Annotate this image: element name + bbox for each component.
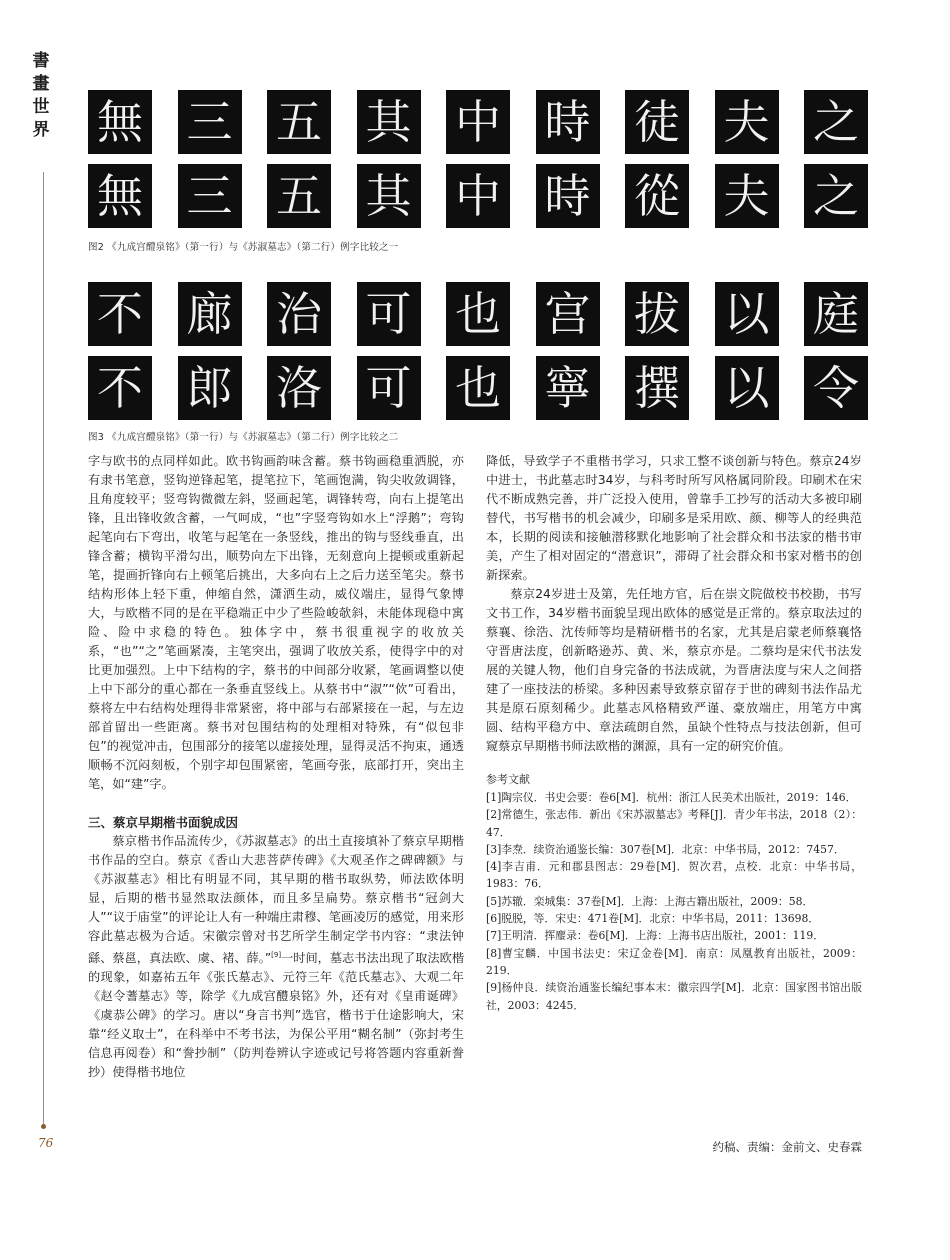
logo-char: 世 — [32, 97, 50, 117]
rubbing-tile: 拔 — [625, 282, 689, 346]
reference-item: [2]常德生，张志伟．新出《宋苏淑墓志》考释[J]．青少年书法，2018（2）：47． — [486, 808, 862, 839]
rubbing-tile: 以 — [715, 356, 779, 420]
section-heading: 三、蔡京早期楷书面貌成因 — [88, 815, 239, 830]
rubbing-tile: 撰 — [625, 356, 689, 420]
figure-2-caption: 图2 《九成宫醴泉铭》（第一行）与《苏淑墓志》（第二行）例字比较之一 — [88, 242, 399, 253]
rubbing-tile: 治 — [267, 282, 331, 346]
page-number: 76 — [38, 1136, 54, 1150]
reference-item: [7]王明清．挥麈录：卷6[M]．上海：上海书店出版社，2001：119． — [486, 929, 825, 943]
rubbing-tile: 也 — [446, 282, 510, 346]
references-title: 参考文献 — [486, 773, 530, 786]
rubbing-tile: 徒 — [625, 90, 689, 154]
reference-item: [3]李焘．续资治通鉴长编：307卷[M]．北京：中华书局，2012：7457． — [486, 842, 845, 856]
reference-item: [5]苏辙．栾城集：37卷[M]．上海：上海古籍出版社，2009：58． — [486, 894, 814, 908]
body-text: 蔡京楷书作品流传少，《苏淑墓志》的出土直接填补了蔡京早期楷书作品的空白。蔡京《香山大悲菩萨传碑》《大观圣作之碑碑额》与《苏淑墓志》相比有明显不同，其早期的楷书取纵势，师法欧体明显，后期的楷书显然取法颜体，而且多呈扁势。蔡京楷书“冠剑大人”“议于庙堂”的评论让人有一种端庄肃穆、笔画凌厉的感觉，用来形容此墓志极为合适。宋徽宗曾对书艺所学生制定学书内容：“隶法钟繇、蔡邕，真法欧、虞、褚、薛。” — [88, 834, 464, 966]
logo-char: 畫 — [32, 74, 50, 94]
rubbing-tile: 可 — [357, 356, 421, 420]
reference-item: [4]李吉甫．元和郡县图志：29卷[M]．贺次君，点校．北京：中华书局，1983：76． — [486, 860, 862, 891]
rubbing-tile: 從 — [625, 164, 689, 228]
rubbing-tile: 可 — [357, 282, 421, 346]
footnote-ref: [9] — [271, 951, 282, 959]
sidebar-rule — [43, 172, 44, 1127]
figure-2-grid — [88, 90, 862, 228]
rubbing-tile: 也 — [446, 356, 510, 420]
rubbing-tile: 洛 — [267, 356, 331, 420]
rubbing-tile: 其 — [357, 164, 421, 228]
reference-item: [1]陶宗仪．书史会要：卷6[M]．杭州：浙江人民美术出版社，2019：146． — [486, 791, 857, 804]
rubbing-tile: 夫 — [715, 90, 779, 154]
rubbing-tile: 無 — [88, 90, 152, 154]
rubbing-tile: 中 — [446, 90, 510, 154]
rubbing-tile: 時 — [536, 90, 600, 154]
rubbing-tile: 其 — [357, 90, 421, 154]
reference-item: [9]杨仲良．续资治通鉴长编纪事本末：徽宗四学[M]．北京：国家图书馆出版社，2003：4245． — [486, 981, 862, 1012]
reference-item: [6]脱脱，等．宋史：471卷[M]．北京：中华书局，2011：13698． — [486, 912, 820, 926]
left-column — [88, 452, 464, 1082]
rubbing-tile: 不 — [88, 282, 152, 346]
rubbing-tile: 中 — [446, 164, 510, 228]
rubbing-tile: 之 — [804, 90, 868, 154]
reference-item: [8]曹宝麟．中国书法史：宋辽金卷[M]．南京：凤凰教育出版社，2009：219． — [486, 946, 862, 977]
paragraph-spacer — [88, 794, 464, 813]
rubbing-tile: 夫 — [715, 164, 779, 228]
rubbing-tile: 郎 — [178, 356, 242, 420]
rubbing-tile: 五 — [267, 164, 331, 228]
rubbing-tile: 宫 — [536, 282, 600, 346]
logo-char: 界 — [32, 120, 50, 140]
body-paragraph — [88, 832, 464, 1082]
editor-credit: 约稿、责编：金前文、史春霖 — [712, 1140, 862, 1154]
rubbing-tile: 以 — [715, 282, 779, 346]
right-column — [486, 452, 862, 1014]
rubbing-tile: 不 — [88, 356, 152, 420]
rubbing-tile: 庭 — [804, 282, 868, 346]
rubbing-tile: 時 — [536, 164, 600, 228]
body-text: 一时间，墓志书法出现了取法欧楷的现象，如嘉祐五年《张氏墓志》、元符三年《范氏墓志》、大观二年《赵令蓍墓志》等，除学《九成宫醴泉铭》外，还有对《皇甫诞碑》《虞恭公碑》的学习。唐以“身言书判”选官，楷书于仕途影响大，宋靠“经义取士”，在科举中不考书法，为保公平用“糊名制”（弥封考生信息再阅卷）和“誊抄制”（防判卷辨认字迹或记号将答题内容重新誊抄）使得楷书地位 — [88, 951, 465, 1080]
rubbing-tile: 五 — [267, 90, 331, 154]
body-paragraph: 降低，导致学子不重楷书学习，只求工整不谈创新与特色。蔡京24岁中进士，书此墓志时34岁，与科考时所写风格属同阶段。印刷术在宋代不断成熟完善，并广泛投入使用，曾靠手工抄写的活动大多被印刷替代，书写楷书的机会减少，印刷多是采用欧、颜、柳等人的经典范本，长期的阅读和接触潜移默化地影响了社会群众和书法家的楷书审美，产生了相对固定的“潜意识”，滞碍了社会群众和书家对楷书的创新探索。 — [486, 454, 862, 582]
rubbing-tile: 寧 — [536, 356, 600, 420]
rubbing-tile: 令 — [804, 356, 868, 420]
rubbing-tile: 之 — [804, 164, 868, 228]
body-paragraph: 蔡京24岁进士及第，先任地方官，后在崇文院做校书校勘，书写文书工作，34岁楷书面貌呈现出欧体的感觉是正常的。蔡京取法过的蔡襄、徐浩、沈传师等均是精研楷书的名家，尤其是启蒙老师蔡襄恪守晋唐法度，创新略逊苏、黄、米，蔡京亦是。二蔡均是宋代书法发展的关键人物，他们自身完备的书法成就，为晋唐法度与宋人之间搭建了一座技法的桥梁。多种因素导致蔡京留存于世的碑刻书法作品尤其是原石原刻稀少。此墓志风格精致严谨、豪放端庄，用笔方中寓圆、结构平稳方中、章法疏朗自然，虽缺个性特点与技法创新，但可窥蔡京早期楷书师法欧楷的渊源，具有一定的研究价值。 — [486, 587, 862, 753]
rubbing-tile: 廊 — [178, 282, 242, 346]
rubbing-tile: 三 — [178, 164, 242, 228]
references-list — [486, 789, 862, 1014]
body-paragraph: 字与欧书的点同样如此。欧书钩画韵味含蓄。蔡书钩画稳重洒脱，亦有隶书笔意，竖钩逆锋起笔，提笔拉下，笔画饱满，钩尖收敛调锋，且角度较平；竖弯钩微微左斜，竖画起笔，调锋转弯，向右上提笔出锋，且出锋收敛含蓄，一气呵成，“也”字竖弯钩如水上“浮鹅”；弯钩起笔向右下弯出，收笔与起笔在一条竖线，推出的钩与竖线垂直，出锋含蓄；横钩平滑勾出，顺势向左下出锋，无刻意向上提顿或重新起笔，提画折锋向右上顿笔后挑出，大多向右上之后力送至笔尖。蔡书结构形体上轻下重，伸缩自然，潇洒生动，威仪端庄，显得气象博大，与欧楷不同的是在平稳端正中少了些险峻欹斜，未能体现稳中寓险、险中求稳的特色。独体字中，蔡书很重视字的收放关系，“也”“之”笔画紧凑，主笔突出，强调了收放关系，使得字中的对比更加强烈。上中下结构的字，蔡书的中间部分收紧，笔画调整以使上中下部分的重心都在一条垂直竖线上。从蔡书中“淑”“佽”可看出，蔡将左中右结构处理得非常紧密，将中部与右部紧接在一起，与左边部首留出一些距离。蔡书对包围结构的处理相对特殊，有“似包非包”的视觉冲击，包围部分的接笔以虚接处理，显得灵活不拘束，通透顺畅不沉闷刻板，个别字却包围紧密，笔画夸张，底部打开，突出主笔，如“建”字。 — [88, 454, 464, 791]
figure-3-grid — [88, 282, 862, 420]
magazine-logo — [30, 50, 52, 142]
figure-3-caption: 图3 《九成宫醴泉铭》（第一行）与《苏淑墓志》（第二行）例字比较之二 — [88, 432, 399, 443]
logo-char: 書 — [32, 51, 50, 71]
rubbing-tile: 無 — [88, 164, 152, 228]
sidebar-dot — [41, 1124, 46, 1129]
rubbing-tile: 三 — [178, 90, 242, 154]
